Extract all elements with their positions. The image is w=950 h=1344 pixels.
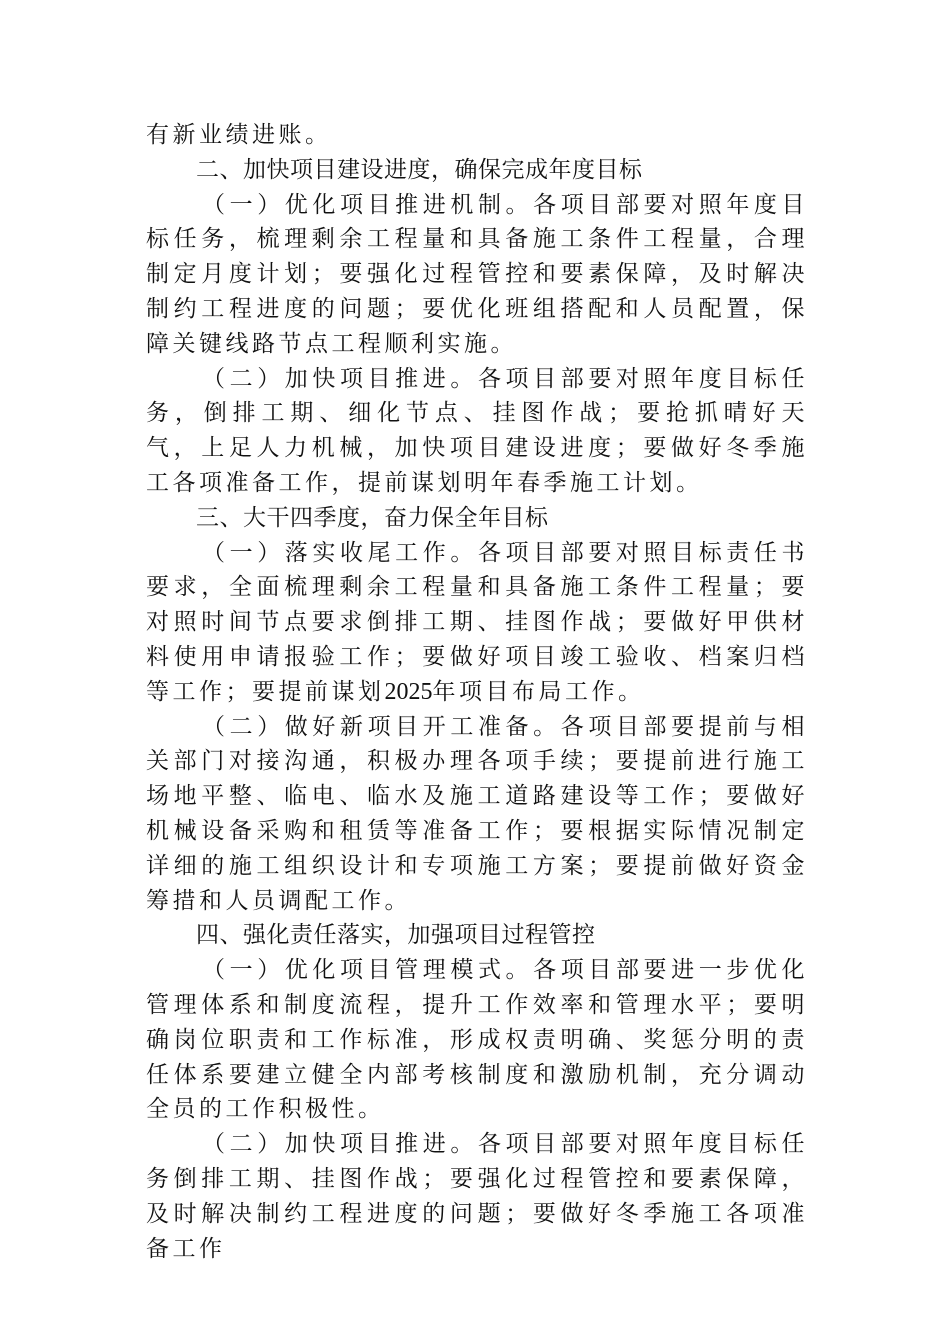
paragraph-4-1 [146,953,808,1127]
section-heading-4: 四、强化责任落实，加强项目过程管控 [196,922,596,949]
paragraph-lead: （一）优化项目管理模式。 [202,957,534,984]
paragraph-4-2 [146,1127,808,1266]
section-heading-2: 二、加快项目建设进度，确保完成年度目标 [196,156,643,183]
paragraph-body: 各项目部要提前与相关部门对接沟通，积极办理各项手续；要提前进行施工场地平整、临电、临水及施工道路建设等工作；要做好机械设备采购和租赁等准备工作；要根据实际情况制定详细的施工组织设计和专项施工方案；要提前做好资金筹措和人员调配工作。 [146,713,809,914]
paragraph-3-1 [146,536,808,710]
paragraph-lead: （一）优化项目推进机制。 [202,191,534,218]
continuation-paragraph [146,118,808,153]
section-heading-3: 三、大干四季度，奋力保全年目标 [196,504,549,531]
paragraph-2-2 [146,362,808,501]
paragraph-lead: （二）加快项目推进。 [202,1131,478,1158]
paragraph-body: 各项目部要对照年度目标任务，梳理剩余工程量和具备施工条件工程量，合理制定月度计划；要强化过程管控和要素保障，及时解决制约工程进度的问题；要优化班组搭配和人员配置，保障关键线路节点工程顺利实施。 [146,191,809,357]
paragraph-3-2 [146,710,808,919]
paragraph-lead: （二）做好新项目开工准备。 [202,713,561,740]
paragraph-body: 各项目部要进一步优化管理体系和制度流程，提升工作效率和管理水平；要明确岗位职责和工作标准，形成权责明确、奖惩分明的责任体系要建立健全内部考核制度和激励机制，充分调动全员的工作积极性。 [146,957,809,1123]
paragraph-lead: （二）加快项目推进。 [202,365,478,392]
year-number: 2025 [384,678,433,705]
paragraph-body-end: 年项目布局工作。 [432,678,645,705]
paragraph-lead: （一）落实收尾工作。 [202,539,478,566]
paragraph-2-1 [146,188,808,362]
paragraph-body: 各项目部要对照目标责任书要求，全面梳理剩余工程量和具备施工条件工程量；要对照时间节点要求倒排工期、挂图作战；要做好甲供材料使用申请报验工作；要做好项目竣工验收、档案归档等工作；要提前谋划 [146,539,809,705]
continuation-text: 有新业绩进账。 [146,122,332,148]
paragraph-body: 各项目部要对照年度目标任务倒排工期、挂图作战；要强化过程管控和要素保障，及时解决制约工程进度的问题；要做好冬季施工各项准备工作 [146,1131,809,1262]
paragraph-body: 各项目部要对照年度目标任务，倒排工期、细化节点、挂图作战；要抢抓晴好天气，上足人力机械，加快项目建设进度；要做好冬季施工各项准备工作，提前谋划明年春季施工计划。 [146,365,809,496]
document-body [146,118,808,1266]
